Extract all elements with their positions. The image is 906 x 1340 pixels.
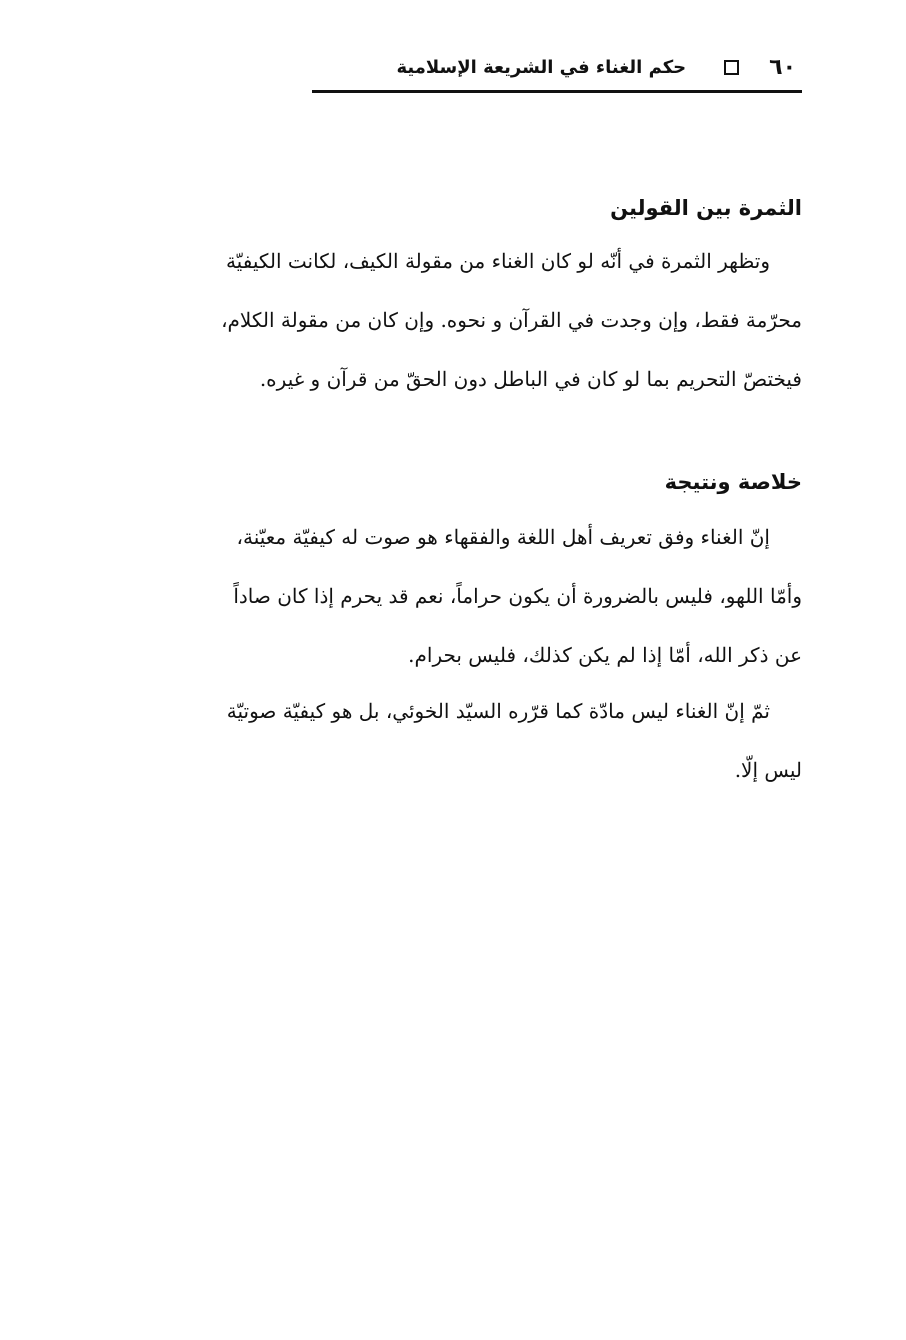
paragraph: [104, 682, 802, 800]
paragraph: [104, 508, 802, 685]
paragraph-line: وتظهر الثمرة في أنّه لو كان الغناء من مقولة الكيف، لكانت الكيفيّة: [225, 249, 770, 273]
running-header-title: حكم الغناء في الشريعة الإسلامية: [396, 56, 687, 78]
paragraph-line: ثمّ إنّ الغناء ليس مادّة كما قرّره السيّد الخوئي، بل هو كيفيّة صوتيّة: [226, 699, 770, 723]
section-heading-summary: خلاصة ونتيجة: [664, 470, 802, 494]
paragraph-line: فيختصّ التحريم بما لو كان في الباطل دون الحقّ من قرآن و غيره.: [259, 367, 802, 391]
paragraph-line: ليس إلّا.: [734, 758, 802, 782]
section-heading-fruit: الثمرة بين القولين: [610, 196, 802, 220]
paragraph-line: وأمّا اللهو، فليس بالضرورة أن يكون حراماً، نعم قد يحرم إذا كان صاداً: [233, 584, 802, 608]
square-bullet-icon: [724, 60, 739, 75]
paragraph-line: إنّ الغناء وفق تعريف أهل اللغة والفقهاء هو صوت له كيفيّة معيّنة،: [236, 525, 770, 549]
running-header: [312, 50, 802, 93]
paragraph-line: عن ذكر الله، أمّا إذا لم يكن كذلك، فليس بحرام.: [408, 643, 802, 667]
paragraph: [104, 232, 802, 409]
paragraph-line: محرّمة فقط، وإن وجدت في القرآن و نحوه. وإن كان من مقولة الكلام،: [221, 308, 802, 332]
page-number: ٦٠: [769, 54, 796, 80]
